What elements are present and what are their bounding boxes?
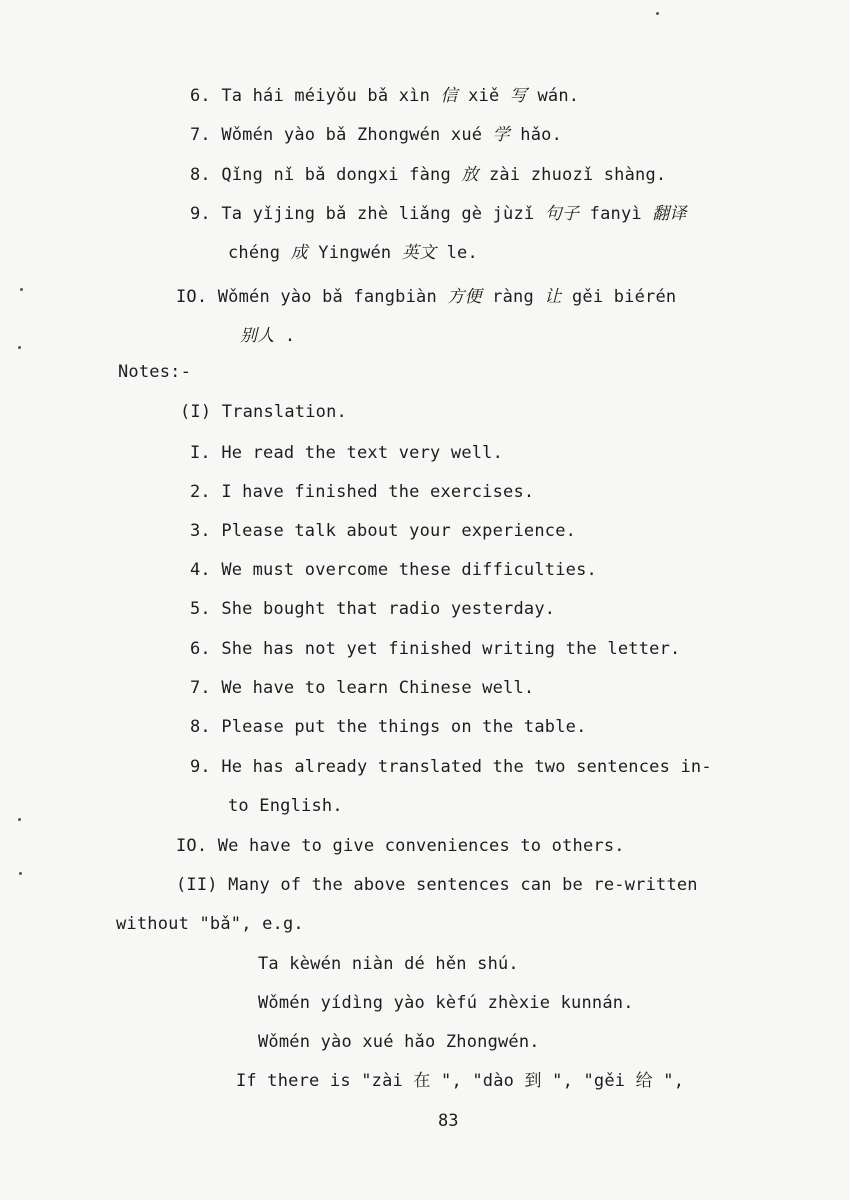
handwritten-character: 英文 — [401, 243, 437, 263]
translation-6 — [190, 638, 680, 660]
translation-text: We have to give conveniences to others. — [217, 836, 625, 856]
scan-speck — [19, 872, 22, 875]
translation-8 — [190, 716, 587, 738]
section-2-line-2: without "bǎ", e.g. — [116, 914, 304, 934]
sentence-10-continuation — [240, 325, 295, 347]
translation-text: She has not yet finished writing the letter. — [221, 639, 681, 659]
sentence-number: 9. — [190, 204, 211, 224]
handwritten-character: 学 — [492, 125, 510, 145]
sentence-text: Wǒmén yào bǎ Zhongwén xué — [221, 125, 483, 145]
sentence-number: IO. — [176, 287, 208, 307]
translation-number: 5. — [190, 599, 211, 619]
sentence-text: Ta hái méiyǒu bǎ xìn — [221, 86, 431, 106]
translation-4 — [190, 559, 597, 581]
sentence-text: le. — [446, 243, 478, 263]
translation-3 — [190, 520, 576, 542]
translation-number: I. — [190, 443, 211, 463]
translation-7 — [190, 677, 534, 699]
translation-text: Please talk about your experience. — [221, 521, 577, 541]
translation-number: 4. — [190, 560, 211, 580]
handwritten-character: 写 — [509, 86, 528, 106]
handwritten-character: 成 — [290, 243, 308, 263]
sentence-text: gěi biérén — [572, 287, 677, 307]
section-title-translation: (I) Translation. — [180, 402, 347, 422]
translation-number: 3. — [190, 521, 211, 541]
sentence-number: 8. — [190, 165, 211, 185]
notes-label: Notes:- — [118, 362, 192, 382]
sentence-text: wán. — [537, 86, 580, 106]
handwritten-character: 别人 — [240, 326, 275, 346]
translation-number: 8. — [190, 717, 211, 737]
sentence-text: hǎo. — [520, 125, 563, 145]
translation-2 — [190, 481, 534, 503]
translation-number: 9. — [190, 757, 211, 777]
sentence-text: . — [284, 326, 296, 346]
section-2-line-1: (II) Many of the above sentences can be re-written — [176, 875, 698, 895]
sentence-10 — [176, 286, 676, 308]
handwritten-character: 翻译 — [652, 204, 687, 224]
example-sentence-3: Wǒmén yào xué hǎo Zhongwén. — [258, 1032, 540, 1052]
translation-number: 2. — [190, 482, 211, 502]
scan-speck — [18, 818, 21, 821]
sentence-8 — [190, 164, 666, 186]
translation-number: 6. — [190, 639, 211, 659]
translation-9-continuation: to English. — [228, 796, 343, 816]
handwritten-character: 信 — [440, 86, 458, 106]
sentence-text: Yingwén — [318, 243, 392, 263]
translation-text: He has already translated the two sentences in- — [221, 757, 712, 777]
translation-10 — [176, 835, 625, 857]
sentence-text: Ta yǐjing bǎ zhè liǎng gè jùzǐ — [221, 204, 535, 224]
handwritten-character: 方便 — [447, 287, 482, 307]
sentence-text: zài zhuozǐ shàng. — [488, 165, 667, 185]
sentence-text: ràng — [492, 287, 534, 307]
translation-5 — [190, 598, 555, 620]
sentence-9-continuation — [228, 242, 478, 264]
translation-text: I have finished the exercises. — [221, 482, 535, 502]
sentence-text: fanyì — [589, 204, 642, 224]
translation-9 — [190, 756, 712, 778]
scan-speck — [656, 12, 659, 15]
translation-text: She bought that radio yesterday. — [221, 599, 556, 619]
translation-text: Please put the things on the table. — [221, 717, 587, 737]
translation-text: He read the text very well. — [221, 443, 504, 463]
sentence-9 — [190, 203, 687, 225]
sentence-7 — [190, 124, 562, 146]
translation-number: IO. — [176, 836, 208, 856]
sentence-6 — [190, 85, 579, 107]
handwritten-character: 让 — [544, 287, 562, 307]
scan-speck — [20, 288, 23, 291]
page-number: 83 — [438, 1111, 459, 1131]
handwritten-character: 放 — [461, 165, 479, 185]
translation-text: We have to learn Chinese well. — [221, 678, 535, 698]
sentence-number: 6. — [190, 86, 211, 106]
translation-number: 7. — [190, 678, 211, 698]
scan-speck — [18, 346, 21, 349]
translation-1 — [190, 442, 503, 464]
sentence-text: Wǒmén yào bǎ fangbiàn — [217, 287, 437, 307]
sentence-text: xiě — [468, 86, 500, 106]
translation-text: We must overcome these difficulties. — [221, 560, 597, 580]
example-sentence-1: Ta kèwén niàn dé hěn shú. — [258, 954, 519, 974]
sentence-text: chéng — [228, 243, 281, 263]
section-2-last-line: If there is "zài 在 ", "dào 到 ", "gěi 给 ", — [236, 1071, 685, 1091]
sentence-text: Qǐng nǐ bǎ dongxi fàng — [221, 165, 451, 185]
sentence-number: 7. — [190, 125, 211, 145]
example-sentence-2: Wǒmén yídìng yào kèfú zhèxie kunnán. — [258, 993, 634, 1013]
handwritten-character: 句子 — [544, 204, 580, 224]
